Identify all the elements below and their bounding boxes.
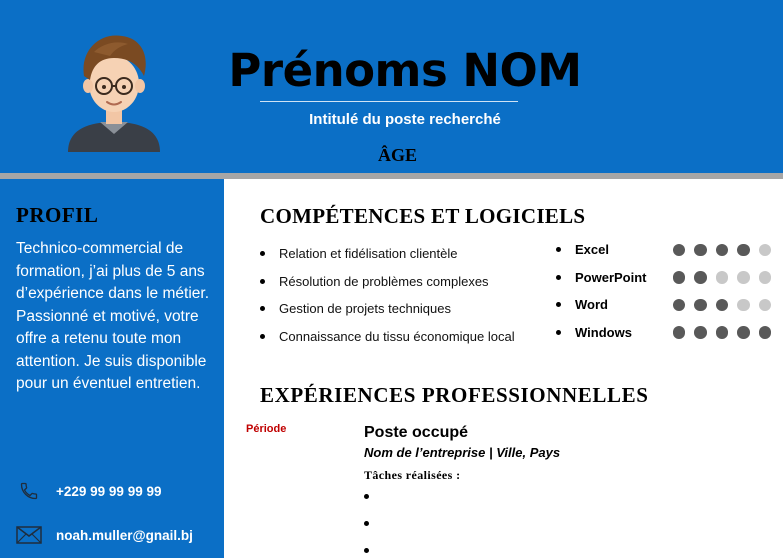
skill-item [260, 323, 550, 351]
bullet-icon [556, 247, 561, 252]
experience-position: Poste occupé [364, 424, 469, 441]
avatar-illustration [64, 24, 164, 152]
job-title: Intitulé du poste recherché [309, 111, 501, 128]
level-dot-filled [673, 299, 686, 312]
level-dot-filled [694, 299, 707, 312]
software-name: PowerPoint [575, 269, 647, 285]
bullet-icon [260, 306, 265, 311]
software-name: Excel [575, 242, 609, 258]
level-dot-filled [759, 326, 772, 339]
level-dot-filled [737, 326, 750, 339]
level-dot-filled [737, 244, 750, 257]
software-list [556, 236, 771, 346]
bullet-icon [556, 302, 561, 307]
experience-tasks-label: Tâches réalisées : [364, 468, 461, 482]
software-item [556, 236, 771, 264]
bullet-icon [556, 275, 561, 280]
task-item [364, 510, 383, 537]
skill-label: Gestion de projets techniques [279, 301, 451, 317]
level-dot-filled [694, 271, 707, 284]
skills-list [260, 240, 550, 350]
experience-section-title: EXPÉRIENCES PROFESSIONNELLES [260, 383, 649, 407]
software-level-rating [673, 271, 772, 284]
contact-phone [16, 480, 161, 502]
level-dot-empty [716, 271, 729, 284]
level-dot-filled [673, 244, 686, 257]
level-dot-filled [716, 244, 729, 257]
software-item [556, 291, 771, 319]
level-dot-empty [759, 299, 772, 312]
experience-period: Période [246, 423, 287, 435]
skill-item [260, 240, 550, 268]
bullet-icon [260, 251, 265, 256]
task-item [364, 483, 383, 510]
email-address: noah.muller@gnail.bj [56, 527, 193, 543]
skills-section-title: COMPÉTENCES ET LOGICIELS [260, 204, 586, 228]
level-dot-filled [716, 299, 729, 312]
software-name: Windows [575, 324, 632, 340]
level-dot-empty [737, 299, 750, 312]
phone-number: +229 99 99 99 99 [56, 483, 162, 499]
contact-email [16, 524, 193, 546]
level-dot-filled [694, 244, 707, 257]
bullet-icon [364, 548, 369, 553]
level-dot-filled [694, 326, 707, 339]
profile-title: PROFIL [16, 203, 99, 227]
bullet-icon [260, 279, 265, 284]
bullet-icon [260, 334, 265, 339]
skill-label: Relation et fidélisation clientèle [279, 246, 458, 262]
tasks-list [364, 483, 383, 558]
level-dot-empty [759, 244, 772, 257]
candidate-age: ÂGE [377, 145, 417, 165]
skill-item [260, 268, 550, 296]
skill-item [260, 295, 550, 323]
software-level-rating [673, 326, 772, 339]
software-item [556, 264, 771, 292]
skill-label: Résolution de problèmes complexes [279, 273, 489, 289]
name-underline [260, 101, 518, 102]
experience-company: Nom de l’entreprise | Ville, Pays [364, 445, 561, 460]
software-item [556, 319, 771, 347]
level-dot-filled [673, 326, 686, 339]
candidate-name: Prénoms NOM [228, 44, 582, 97]
software-level-rating [673, 244, 772, 257]
bullet-icon [364, 521, 369, 526]
level-dot-empty [759, 271, 772, 284]
profile-text: Technico-commercial de formation, j’ai plus de 5 ans d’expérience dans le métier. Passionné et motivé, votre offre a retenu toute mon attention. Je suis disponible pour un éventuel entretien. [16, 240, 210, 392]
level-dot-filled [716, 326, 729, 339]
task-item [364, 537, 383, 558]
software-name: Word [575, 297, 608, 313]
envelope-icon [16, 524, 42, 546]
bullet-icon [364, 494, 369, 499]
phone-icon [16, 480, 42, 502]
software-level-rating [673, 299, 772, 312]
skill-label: Connaissance du tissu économique local [279, 328, 515, 344]
level-dot-empty [737, 271, 750, 284]
bullet-icon [556, 330, 561, 335]
level-dot-filled [673, 271, 686, 284]
